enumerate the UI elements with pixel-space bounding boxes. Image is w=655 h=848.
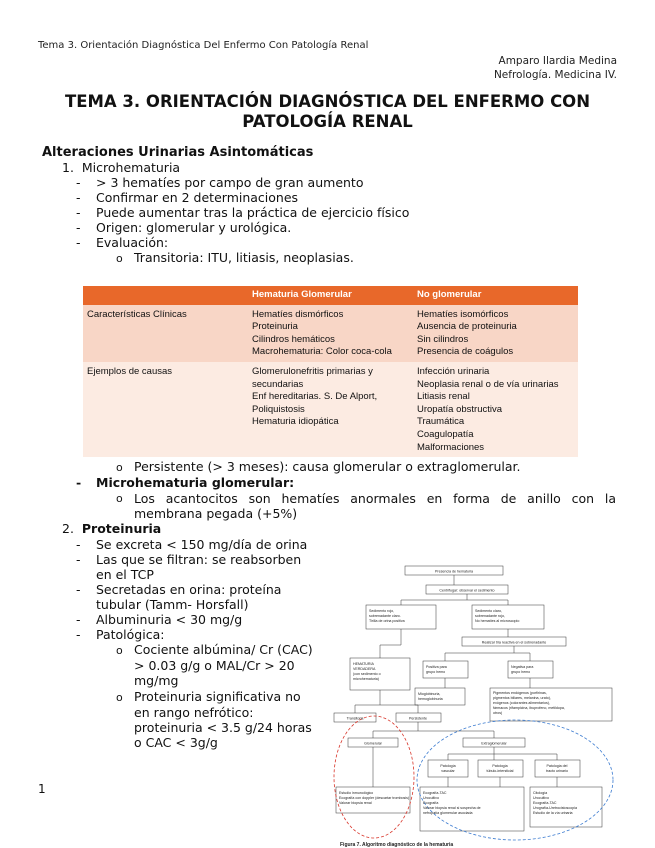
row-label: Características Clínicas: [83, 305, 248, 362]
prot-heading: 2. Proteinuria: [62, 521, 162, 536]
figure-label: HEMATURIA: [353, 662, 374, 666]
row-label: Ejemplos de causas: [83, 362, 248, 457]
figure-label: Patología: [492, 764, 508, 768]
sub-item-significativa: o Proteinuria significativa no en rango nefrótico: proteinuria < 3.5 g/24 horas o CAC < 3g/g: [116, 689, 312, 750]
figure-label: Ecografía: [423, 801, 439, 805]
figure-label: sobrenadante rojo,: [475, 614, 505, 618]
table-cell: Hematíes dismórficos Proteinuria Cilindros hemáticos Macrohematuria: Color coca-cola: [248, 305, 413, 362]
list-item: - > 3 hematíes por campo de gran aumento: [76, 175, 364, 190]
figure-label: pigmentos biliares, melanina, urato),: [493, 696, 551, 700]
list-item: - Se excreta < 150 mg/día de orina: [76, 537, 308, 552]
figure-label: sobrenadante claro.: [369, 614, 401, 618]
figure-label: grupo hemo: [426, 670, 446, 674]
title-line-2: PATOLOGÍA RENAL: [242, 112, 413, 131]
figure-label: VERDADERA: [353, 667, 376, 671]
page-title: [0, 92, 655, 132]
table-row: [83, 362, 578, 457]
figure-label: fármacos (rifampicina, ibuprofeno, metildopa,: [493, 706, 565, 710]
sub-item-cac: o Cociente albúmina/ Cr (CAC) > 0.03 g/g o MAL/Cr > 20 mg/mg: [116, 642, 313, 688]
title-line-1: TEMA 3. ORIENTACIÓN DIAGNÓSTICA DEL ENFERMO CON: [64, 92, 591, 111]
list-item: - Albuminuria < 30 mg/g: [76, 612, 243, 627]
list-item: - Origen: glomerular y urológica.: [76, 220, 292, 235]
list-item: - Microhematuria glomerular:: [76, 475, 295, 490]
figure-label: Sedimento claro,: [475, 609, 502, 613]
figure-label: Realizar tira reactiva en el sobrenadante: [481, 640, 547, 645]
figure-caption: Figura 7. Algoritmo diagnóstico de la hematuria: [340, 842, 454, 848]
table-cell: Glomerulonefritis primarias y secundarias Enf hereditarias. S. De Alport, Poliquistosis Hematuria idiopática: [248, 362, 413, 457]
figure-label: otros): [493, 711, 503, 715]
hematuria-table: [83, 286, 578, 457]
list-item: - Las que se filtran: se reabsorben: [76, 552, 302, 567]
list-item: - Evaluación:: [76, 235, 169, 250]
figure-label: hemoglobinuria: [418, 697, 443, 701]
figure-label: túbulo-intersticial: [486, 769, 514, 773]
figure-label: Ecografía-TAC: [533, 801, 557, 805]
list-item: - Secretadas en orina: proteína: [76, 582, 282, 597]
figure-label: Transitoria: [346, 716, 364, 721]
figure-label: Mioglobinuria,: [418, 692, 441, 696]
figure-label: Valorar biopsia renal: [339, 801, 372, 805]
table-cell: Hematíes isomórficos Ausencia de proteinuria Sin cilindros Presencia de coágulos: [413, 305, 578, 362]
figure-label: Pigmentos endógenos (porfirinas,: [493, 691, 547, 695]
figure-label: Patología del: [546, 764, 568, 768]
author-block: [494, 54, 617, 82]
figure-label: Patología: [440, 764, 456, 768]
figure-label: Extraglomerular: [481, 741, 507, 746]
list-item-cont: tubular (Tamm- Horsfall): [96, 597, 249, 612]
figure-label: Ecografía-TAC: [423, 791, 447, 795]
figure-label: grupo hemo: [511, 670, 531, 674]
figure-label: exógenos (colorantes alimentarios),: [493, 701, 550, 705]
figure-label: microhematuria): [353, 677, 379, 681]
figure-label: Estudio de la vía urinaria: [533, 811, 573, 815]
figure-label: Urocultivo: [423, 796, 439, 800]
figure-label: vascular: [441, 769, 455, 773]
sub-item-acantocitos: o Los acantocitos son hematíes anormales en forma de anillo con la membrana pegada (+5%): [116, 491, 616, 521]
section-title: Alteraciones Urinarias Asintomáticas: [42, 145, 314, 160]
figure-label: Estudio inmunológico: [339, 791, 374, 795]
figure-label: Ecografía con doppler (descartar trombosis): [339, 796, 410, 800]
table-header-row: [83, 286, 578, 305]
course-name: Nefrología. Medicina IV.: [493, 69, 617, 81]
sub-item-persistente: o Persistente (> 3 meses): causa glomerular o extraglomerular.: [116, 459, 521, 474]
red-dashed-circle: [334, 716, 414, 838]
figure-label: Sedimento rojo,: [369, 609, 395, 613]
list-item: - Patológica:: [76, 627, 165, 642]
figure-label: Centrifugar: observar el sedimento: [439, 588, 495, 593]
figure-label: Persistente: [409, 716, 427, 721]
table-header-cell: Hematuria Glomerular: [248, 286, 413, 305]
figure-label: nefropatía glomerular asociada: [423, 811, 473, 815]
table-header-cell: No glomerular: [413, 286, 578, 305]
figure-label: Presencia de hematuria: [435, 569, 473, 574]
figure-label: Negativa para: [511, 665, 534, 669]
figure-label: Citología: [533, 791, 548, 795]
sub-item-transitoria: o Transitoria: ITU, litiasis, neoplasias.: [116, 250, 354, 265]
running-header: Tema 3. Orientación Diagnóstica Del Enfermo Con Patología Renal: [38, 40, 369, 51]
table-cell: Infección urinaria Neoplasia renal o de vía urinarias Litiasis renal Uropatía obstructiva Traumática Coagulopatía Malformaciones: [413, 362, 578, 457]
table-header-cell: [83, 286, 248, 305]
author-name: Amparo Ilardia Medina: [498, 55, 617, 67]
hematuria-algorithm-figure: [330, 555, 620, 848]
table-row: [83, 305, 578, 362]
list-item-cont: en el TCP: [96, 567, 154, 582]
figure-label: No hematíes al microscopio: [475, 619, 520, 623]
figure-label: (con sedimento o: [353, 672, 381, 676]
list-item: - Puede aumentar tras la práctica de ejercicio físico: [76, 205, 410, 220]
page-number: 1: [38, 782, 46, 796]
figure-label: Positiva para: [426, 665, 447, 669]
micro-heading: 1. Microhematuria: [62, 160, 181, 175]
figure-label: Tirilla de orina positiva: [369, 619, 405, 623]
figure-label: tracto urinario: [546, 769, 568, 773]
figure-label: Urografía-Uretrocistoscopia: [533, 806, 577, 810]
list-item: - Confirmar en 2 determinaciones: [76, 190, 299, 205]
figure-label: Urocultivo: [533, 796, 549, 800]
figure-label: Valorar biopsia renal si sospecha de: [423, 806, 481, 810]
figure-label: Glomerular: [364, 741, 382, 746]
